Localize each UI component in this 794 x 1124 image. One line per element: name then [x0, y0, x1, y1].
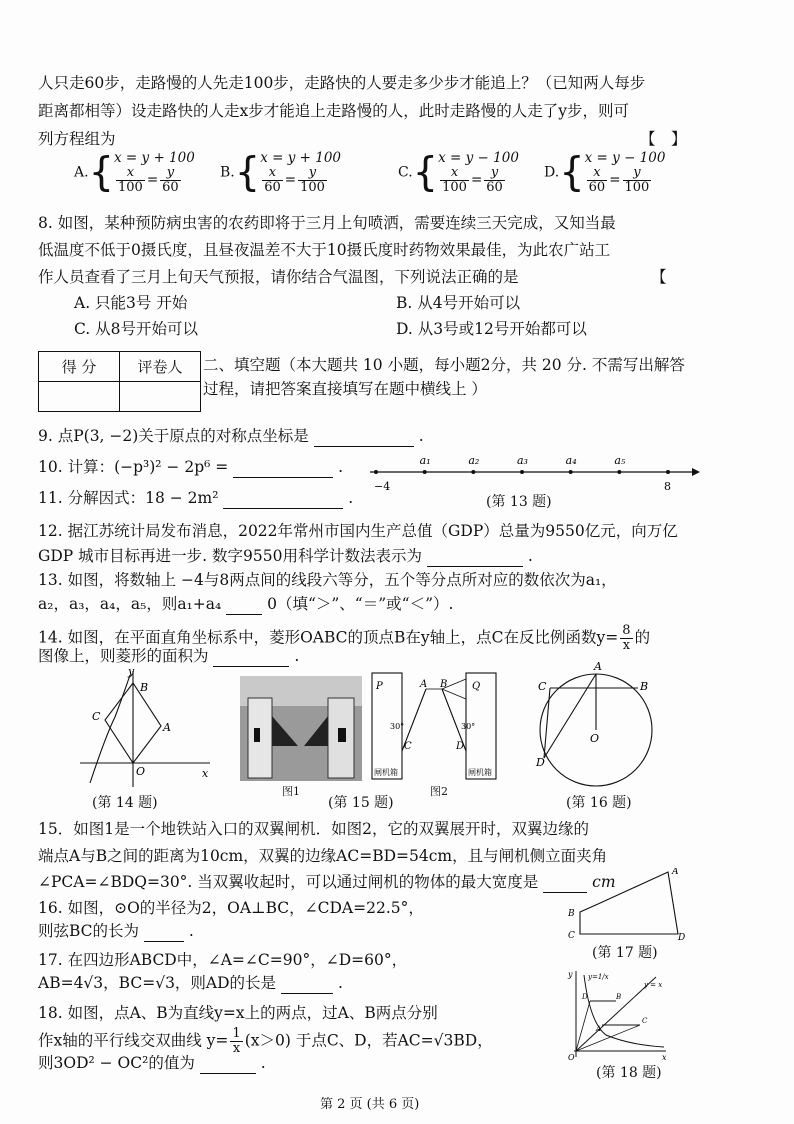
q7-option-label: D.	[544, 164, 560, 181]
q13-stem: a₂，a₃，a₄，a₅，则a₁+a₄	[38, 595, 222, 613]
q7-frac1	[262, 166, 283, 195]
q14-end: .	[294, 647, 300, 665]
q7-option-label: B.	[220, 164, 235, 181]
q15-line3	[38, 871, 616, 893]
q14-stem2: 图像上，则菱形的面积为	[38, 647, 209, 665]
q9-end: .	[418, 427, 424, 445]
q7-rel: =	[284, 172, 297, 188]
f17-label-c: C	[568, 931, 575, 940]
q11-text	[38, 487, 353, 509]
q8-option-c: C. 从8号开始可以	[74, 320, 199, 338]
q7-frac1-den: 100	[442, 180, 467, 195]
score-table	[38, 351, 201, 412]
q11-answer-blank	[223, 492, 343, 509]
gate-left-sensor	[254, 728, 260, 742]
q16-line1: 16. 如图，⊙O的半径为2，OA⊥BC，∠CDA=22.5°，	[38, 899, 424, 917]
q7-brace: {	[88, 149, 115, 196]
q7-eq1: x = y + 100	[260, 150, 341, 166]
q14-tail: 的	[634, 628, 651, 647]
q12-line1: 12. 据江苏统计局发布消息，2022年常州市国内生产总值（GDP）总量为9550亿元，向万亿	[38, 522, 678, 540]
f18-label-hyperbola: y=1/x	[588, 973, 609, 981]
number-line-arrow	[692, 468, 700, 476]
q7-frac1-num: x	[587, 166, 608, 181]
q10-stem: 10. 计算：(−p³)² − 2p⁶ =	[38, 458, 229, 476]
q8-line3: 作人员查看了三月上旬天气预报，请你结合气温图，下列说法正确的是	[38, 268, 519, 286]
q7-option-b	[220, 150, 341, 195]
q7-frac1	[587, 166, 608, 195]
q11-stem: 11. 分解因式：18 − 2m²	[38, 489, 219, 507]
f18-label-b: B	[616, 993, 622, 1001]
q10-text	[38, 456, 343, 478]
q8-line2: 低温度不低于0摄氏度，且昼夜温差不大于10摄氏度时药物效果最佳，为此农广站工	[38, 241, 611, 259]
q7-frac1-den: 60	[264, 180, 281, 195]
f15-label-a: A	[420, 679, 428, 690]
f14-label-o: O	[136, 765, 146, 778]
q7-eq1: x = y − 100	[584, 150, 666, 166]
number-line-dot	[471, 470, 475, 474]
q14-stem: 14. 如图，在平面直角坐标系中，菱形OABC的顶点B在y轴上，点C在反比例函数y=	[38, 628, 619, 647]
number-line-left-label: −4	[374, 480, 391, 493]
page-footer: 第 2 页 (共 6 页)	[320, 1097, 420, 1112]
number-line-dot	[666, 470, 670, 474]
q17-line2	[38, 972, 343, 994]
q7-option-a	[74, 150, 195, 195]
f16-label-b: B	[640, 680, 649, 693]
f14-label-c: C	[92, 710, 101, 723]
q7-frac1	[440, 166, 469, 195]
q8-line1: 8. 如图，某种预防病虫害的农药即将于三月上旬喷洒，需要连续三天完成，又知当最	[38, 214, 616, 232]
q18-tail: (x＞0) 于点C、D，若AC=√3BD，	[244, 1031, 493, 1050]
q12-end: .	[527, 547, 533, 565]
q7-line2: 距离都相等）设走路快的人走x步才能追上走路慢的人，此时走路慢的人走了y步，则可	[38, 102, 630, 120]
q13-line2	[38, 593, 453, 615]
q7-brace: {	[412, 149, 439, 196]
q8-option-b: B. 从4号开始可以	[396, 294, 521, 312]
section2-heading-line2: 过程，请把答案直接填写在题中横线上 ）	[203, 380, 487, 398]
f18-label-x: x	[662, 1053, 667, 1061]
q7-line1: 人只走60步，走路慢的人先走100步，走路快的人要走多少步才能追上？（已知两人每步	[38, 74, 646, 92]
q18-line3	[38, 1052, 266, 1074]
caption-q17: (第 17 题)	[592, 945, 658, 961]
q14-answer-blank	[213, 650, 289, 667]
f15-angle-right: 30°	[461, 722, 476, 731]
q10-answer-blank	[233, 461, 333, 478]
f16-chord-da	[544, 674, 596, 758]
q7-frac2-den: 60	[162, 180, 179, 195]
q15-unit: cm	[592, 873, 616, 891]
q7-eq1: x = y + 100	[114, 150, 195, 166]
number-line-dot	[374, 470, 378, 474]
f18-segment-od	[576, 1001, 590, 1051]
q13-answer-blank	[226, 598, 262, 615]
q7-rel: =	[470, 172, 483, 188]
q7-system	[260, 150, 341, 195]
number-line-dot	[617, 470, 621, 474]
q7-frac2	[623, 166, 652, 195]
figure-q14	[70, 665, 220, 790]
figure-q16	[534, 660, 659, 792]
q7-frac1-num: x	[262, 166, 283, 181]
f16-label-c: C	[538, 680, 547, 693]
score-cell	[39, 382, 120, 412]
q7-option-c	[398, 150, 519, 195]
f15-angle-left: 30°	[390, 722, 405, 731]
q7-frac2-num: y	[160, 166, 181, 181]
q7-option-d	[544, 150, 665, 195]
caption-image1: 图1	[282, 785, 300, 798]
f16-label-o: O	[590, 732, 600, 745]
q18-fraction-den: x	[232, 1041, 241, 1056]
q8-answer-bracket: 【	[651, 268, 667, 286]
grader-cell	[120, 382, 201, 412]
q7-line3: 列方程组为	[38, 130, 116, 148]
caption-q13: (第 13 题)	[486, 494, 552, 510]
q8-option-a: A. 只能3号 开始	[74, 294, 188, 312]
q16-answer-blank	[144, 925, 184, 942]
q18-line1: 18. 如图，点A、B为直线y=x上的两点，过A、B两点分别	[38, 1004, 438, 1022]
number-line-point-label: a₄	[565, 454, 577, 467]
q7-frac1-den: 60	[588, 180, 606, 195]
q16-stem: 则弦BC的长为	[38, 922, 140, 940]
q13-tail: 0（填“＞”、“＝”或“＜”）.	[267, 595, 454, 613]
q7-frac2-den: 100	[624, 180, 650, 195]
q7-frac2	[298, 166, 327, 195]
f16-label-a: A	[594, 660, 602, 673]
caption-image2: 图2	[430, 785, 448, 798]
q9-answer-blank	[314, 430, 414, 447]
q7-system	[114, 150, 195, 195]
f18-label-y: y	[568, 970, 573, 979]
q7-brace: {	[559, 149, 585, 196]
q13-line1: 13. 如图，将数轴上 −4与8两点间的线段六等分，五个等分点所对应的数依次为a₁，	[38, 571, 617, 589]
q15-stem: ∠PCA=∠BDQ=30°. 当双翼收起时，可以通过闸机的物体的最大宽度是	[38, 873, 539, 891]
q12-stem: GDP 城市目标再进一步. 数字9550用科学计数法表示为	[38, 547, 422, 565]
q7-answer-bracket: 【 】	[640, 130, 687, 148]
f18-label-o: O	[568, 1053, 575, 1061]
q15-line2: 端点A与B之间的距离为10cm，双翼的边缘AC=BD=54cm，且与闸机侧立面夹角	[38, 847, 608, 865]
q7-frac2-num: y	[298, 166, 327, 181]
number-line-dot	[423, 470, 427, 474]
f17-quadrilateral	[580, 872, 678, 934]
figure-q17	[568, 868, 686, 940]
f15-label-b: B	[440, 679, 448, 690]
figure-q15-diagram	[368, 665, 500, 783]
f18-label-d: D	[582, 993, 588, 1001]
q7-eq1: x = y − 100	[438, 150, 519, 166]
q7-system	[438, 150, 519, 195]
number-line-point-label: a₅	[614, 454, 626, 467]
number-line-right-label: 8	[664, 480, 671, 493]
f14-label-b: B	[140, 681, 149, 694]
q7-frac2	[484, 166, 505, 195]
q14-fraction-den: x	[622, 638, 631, 653]
caption-q18: (第 18 题)	[596, 1065, 662, 1081]
caption-q16: (第 16 题)	[566, 795, 632, 811]
q7-frac2-den: 100	[300, 180, 325, 195]
f16-label-d: D	[536, 756, 545, 769]
f14-hyperbola	[90, 675, 130, 783]
q12-answer-blank	[427, 550, 523, 567]
figure-q15-photo	[240, 676, 362, 781]
q9-text	[38, 425, 424, 447]
q14-line2	[38, 645, 299, 667]
q18-end: .	[260, 1054, 266, 1072]
q7-rel: =	[146, 172, 159, 188]
q14-fraction	[620, 624, 632, 653]
section2-heading-line1: 二、填空题（本大题共 10 小题，每小题2分，共 20 分. 不需写出解答	[203, 356, 685, 374]
q16-line2	[38, 920, 194, 942]
number-line-dot	[569, 470, 573, 474]
f15-label-c: C	[404, 741, 412, 752]
f15-label-d: D	[456, 741, 465, 752]
q17-line1: 17. 在四边形ABCD中，∠A=∠C=90°，∠D=60°，	[38, 951, 408, 969]
q17-answer-blank	[281, 977, 333, 994]
f14-label-y: y	[128, 665, 135, 678]
number-line-point-label: a₂	[468, 454, 480, 467]
f14-label-a: A	[163, 721, 171, 734]
q7-frac1-den: 100	[118, 180, 143, 195]
f18-segment-oc	[576, 1025, 640, 1051]
caption-q14: (第 14 题)	[92, 795, 158, 811]
q7-rel: =	[609, 172, 621, 188]
f18-label-c: C	[642, 1017, 648, 1025]
q7-frac1-num: x	[440, 166, 469, 181]
f16-chord-cd	[544, 688, 550, 758]
q12-line2	[38, 545, 533, 567]
number-line-dot	[520, 470, 524, 474]
q7-frac1	[116, 166, 145, 195]
q15-line1: 15．如图1是一个地铁站入口的双翼闸机．如图2，它的双翼展开时，双翼边缘的	[38, 820, 589, 838]
f17-label-d: D	[678, 933, 686, 940]
grader-label: 评卷人	[120, 352, 201, 382]
f14-label-x: x	[202, 767, 209, 780]
f15-gate-label-right: 闸机箱	[468, 768, 492, 777]
q7-frac2-num: y	[484, 166, 505, 181]
number-line-point-label: a₁	[419, 454, 431, 467]
number-line-point-label: a₃	[517, 454, 528, 467]
q7-frac2-num: y	[623, 166, 652, 181]
q10-end: .	[338, 458, 344, 476]
q9-stem: 9. 点P(3, −2)关于原点的对称点坐标是	[38, 427, 309, 445]
q7-system	[585, 150, 666, 195]
q11-end: .	[348, 489, 354, 507]
number-line-points	[374, 454, 670, 474]
f18-label-line: y = x	[644, 981, 663, 989]
f17-label-a: A	[672, 868, 679, 877]
q18-stem2: 则3OD² − OC²的值为	[38, 1054, 195, 1072]
q18-answer-blank	[200, 1057, 256, 1074]
q17-stem: AB=4√3，BC=√3，则AD的长是	[38, 974, 277, 992]
q17-end: .	[337, 974, 343, 992]
q7-option-label: A.	[74, 164, 89, 181]
gate-right-sensor	[338, 728, 346, 742]
caption-q15: (第 15 题)	[328, 795, 394, 811]
q18-fraction-num: 1	[232, 1026, 241, 1041]
q7-brace: {	[234, 149, 261, 196]
f18-label-a: A	[596, 1025, 602, 1033]
q7-frac1-num: x	[116, 166, 145, 181]
q7-option-label: C.	[398, 164, 413, 181]
q16-end: .	[188, 922, 194, 940]
figure-q18	[560, 965, 672, 1061]
q14-fraction-num: 8	[622, 623, 631, 638]
q7-frac2	[160, 166, 181, 195]
q8-option-d: D. 从3号或12号开始都可以	[396, 320, 587, 338]
f15-gate-label-left: 闸机箱	[374, 768, 398, 777]
f15-label-p: P	[376, 681, 383, 692]
q7-frac2-den: 60	[486, 180, 503, 195]
f17-label-b: B	[568, 909, 575, 919]
score-label: 得 分	[39, 352, 120, 382]
q18-stem: 作x轴的平行线交双曲线 y=	[38, 1031, 229, 1050]
f15-label-q: Q	[472, 681, 481, 692]
